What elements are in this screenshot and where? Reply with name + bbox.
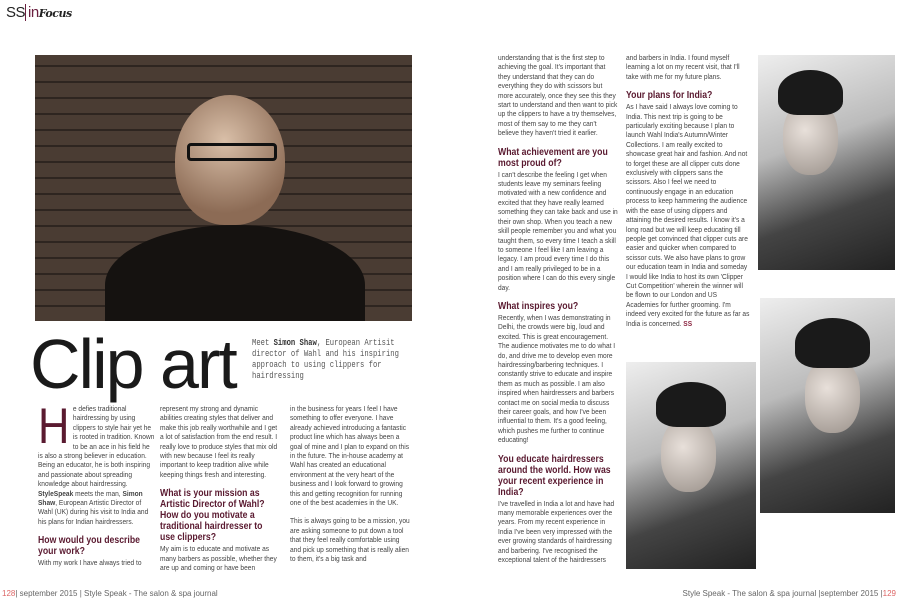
model-face [805,358,860,433]
model-face [661,417,716,492]
article-title: Clip art [30,325,236,403]
question-heading: How would you describe your work? [38,535,141,558]
question-heading: Your plans for India? [626,90,713,102]
answer-paragraph: Recently, when I was demonstrating in Delhi, the crowds were big, loud and excited. This is great encouragement. The audience motivates me to do what I do, and drive me to develop even more hairdressing/barbering techniques. I constantly strive to educate and inspire them as much as possible. I am also inspired when hairdressers and barbers contact me on social media to discuss their career goals, and how I've been influential to them. It's a good feeling, which pushes me further to continue educating! [498,312,616,445]
model-hair [656,382,726,427]
answer-paragraph: I've travelled in India a lot and have had many memorable experiences over the years. From my recent experience in India I've been very impressed with the ever growing standards of hairdressing and barbering. I've recognised the exceptional talent of the hairdressers [498,498,615,565]
intro-pre: Meet [252,338,274,348]
lead-bold-2: Simon Shaw [38,488,143,508]
model-hair [778,70,843,115]
end-mark: SS [683,318,693,328]
photo-body [105,225,365,321]
answer-text: As I have said I always love coming to India. This next trip is going to be particularly exciting because I plan to launch Wahl India's Autumn/Winter Collections. I am really excited to showcase great hair and fashion. And not to forget these are all clipper cuts done exclusively with clippers sans the scissors. Also I feel we need to continuously engage in an education process to keep hammering the audience with the ease of using clippers and attaining the desired results. I know it's a long road but we will keep educating till people get convinced that clipper cuts are easier and quicker when compared to scissor cuts. We also have plans to grow our education team in India and someday I would like India to host its own 'Clipper Cut Competition' wherein the winner will be flown to our London and US Academies for further grooming. I'm indeed very excited for the future as far as India is concerned. [626,102,750,328]
paragraph: understanding that is the first step to achieving the goal. It's important that they understand that they can do everything they do with scissors but more accurately, once they see this they start to understand and then want to pick up the clippers to have a try themselves, most of them say to me they can't believe they haven't tried it earlier. [498,53,618,138]
answer-paragraph: With my work I have always tried to [38,558,142,568]
page-number: 128 [2,589,16,598]
intro-name: Simon Shaw [273,338,317,348]
paragraph: in the business for years I feel I have something to offer everyone. I have already achieved introducing a fantastic product line which has always been a goal of mine and I plan to expand on this in the future. The in-house academy at Wahl has created an educational environment at the very heart of the business and I look forward to growing this and getting recognition for running one of the best academies in the UK. [290,404,410,508]
logo-focus: Focus [38,7,72,20]
question-heading: What is your mission as Artistic Director of Wahl? How do you motivate a traditional hairdresser to use clippers? [160,488,265,544]
drop-cap: H [38,398,70,454]
lead-text-2: meets the man, [73,488,123,498]
lead-paragraph [38,398,155,526]
right-column-2 [626,53,750,328]
section-logo [6,4,72,21]
left-column-2 [160,404,278,572]
left-column-3 [290,404,410,564]
right-column-1 [498,53,618,564]
answer-paragraph: My aim is to educate and motivate as many barbers as possible, whether they are up and coming or have been [160,544,277,573]
answer-paragraph [626,102,750,328]
paragraph: and barbers in India. I found myself learning a lot on my recent visit, that I'll take with me for my future plans. [626,53,740,81]
right-footer [683,589,896,598]
portrait-photo [35,55,412,321]
logo-ss: SS [6,4,26,21]
question-heading: What inspires you? [498,300,579,312]
paragraph: represent my strong and dynamic abilities creating styles that deliver and make this job really worthwhile and I get a lot of satisfaction from the end result. I really love to produce styles that mix old with new because I feel its really important to keep tradition alive while keeping things fresh and interesting. [160,404,278,479]
model-photo-2 [760,298,895,513]
question-heading: You educate hairdressers around the world. How was your recent experience in India? [498,453,611,498]
left-footer [2,589,218,598]
photo-glasses [187,143,277,161]
footer-text: Style Speak - The salon & spa journal |september 2015 | [682,589,883,598]
footer-text: | september 2015 | Style Speak - The salon & spa journal [15,589,218,598]
model-hair [795,318,870,368]
logo-in: in [25,4,39,21]
page-number: 129 [882,589,896,598]
intro-post: , European Artisit director of Wahl and his inspiring approach to using clippers for hairdressing [252,338,399,381]
article-intro [252,338,412,382]
question-heading: What achievement are you most proud of? [498,146,608,169]
paragraph: This is always going to be a mission, you are asking someone to put down a tool that they feel really comfortable using and pick up something that is really alien to them, it's a big task and [290,516,410,564]
left-column-1 [38,398,155,568]
model-photo-1 [758,55,895,270]
lead-text: e defies traditional hairdressing by using clippers to style hair yet he is rooted in tradition. Known to be an ace in his field he is also a strong believer in education. Being an educator, he is both inspiring and passionate about spreading knowledge about hairdressing. [38,404,155,489]
lead-text-3: , European Artistic Director of Wahl (UK) during his visit to India and his plans for Indian hairdressers. [38,498,149,526]
lead-bold-1: StyleSpeak [38,488,74,498]
answer-paragraph: I can't describe the feeling I get when students leave my seminars feeling motivated with a new confidence and excited that they have really learned something they can take back and use in their own shop. When you teach a new skill people remember you and what you taught them, so every time I teach a skill to someone I feel like I am leaving a legacy. I am proud every time I do this and I am really privileged to be in a position where I can do this every single day. [498,169,618,292]
model-photo-3 [626,362,756,569]
